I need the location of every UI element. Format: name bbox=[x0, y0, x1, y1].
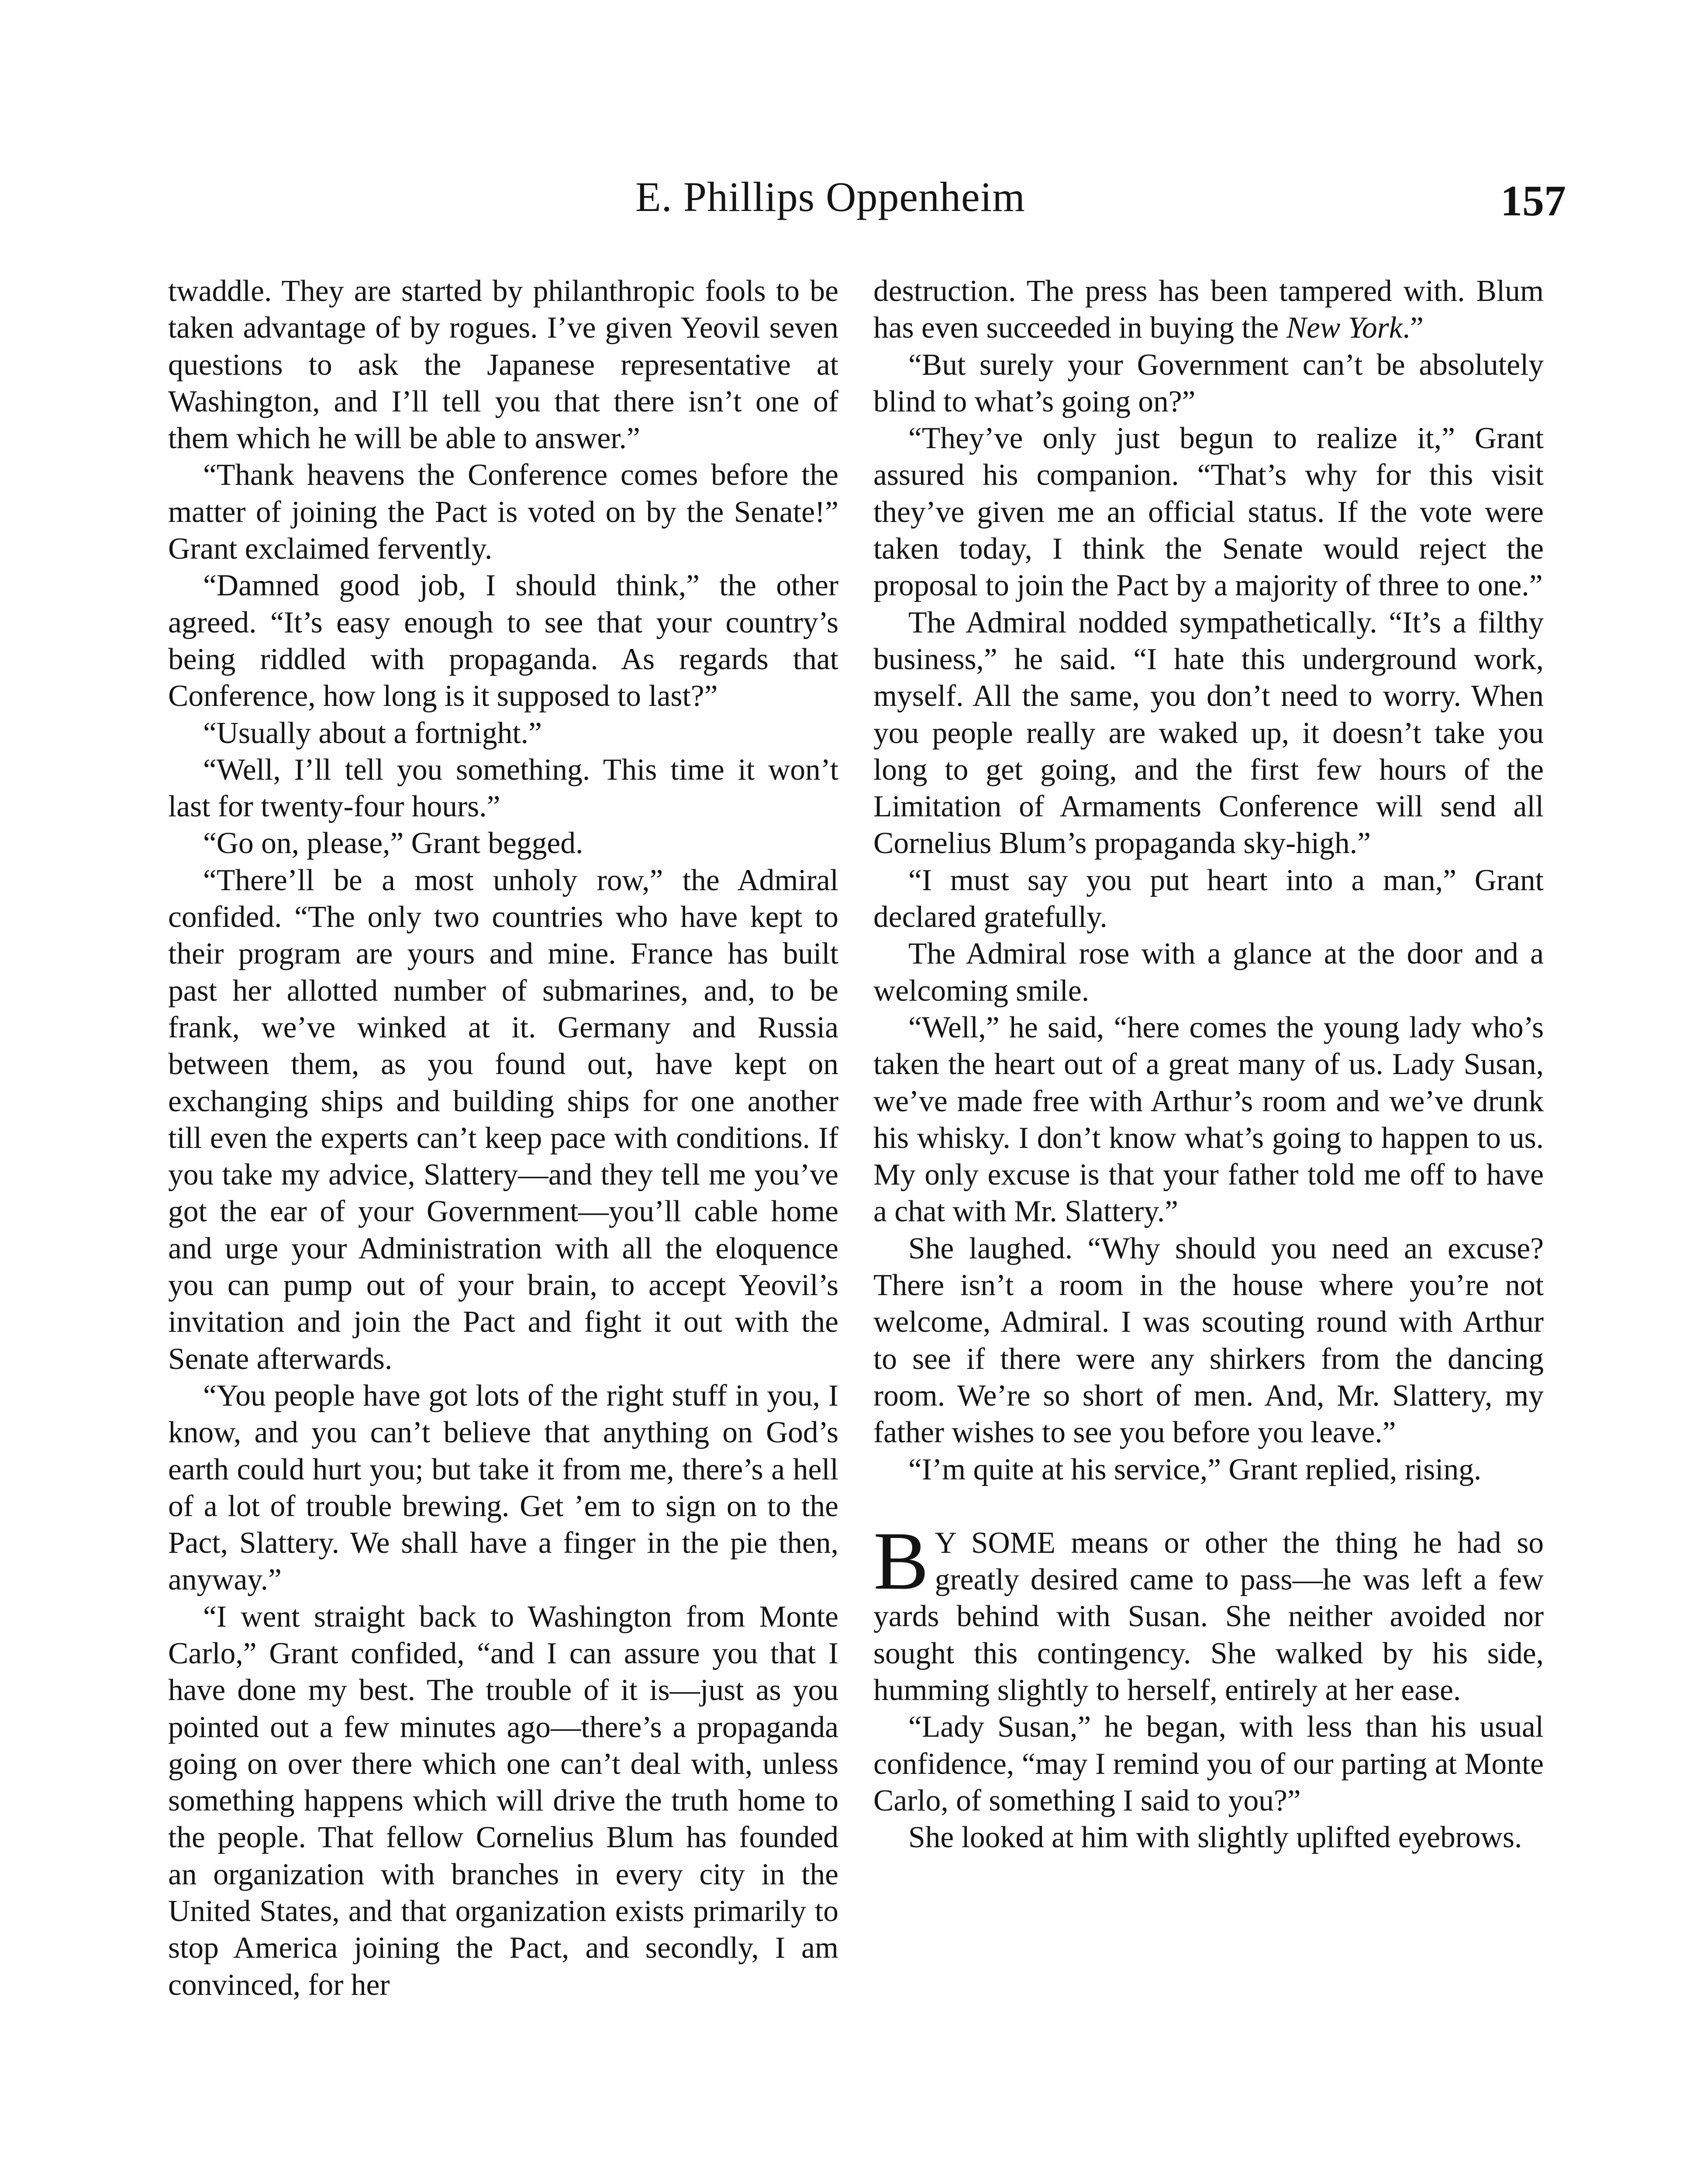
page-number: 157 bbox=[1500, 176, 1566, 225]
paragraph-text: destruction. The press has been tampered with. Blum has even succeeded in buying the bbox=[873, 274, 1544, 345]
paragraph: She laughed. “Why should you need an excuse? There isn’t a room in the house where you’re not welcome, Admiral. I was scouting round with Arthur to see if there were any shirkers from the dancing room. We’re so short of men. And, Mr. Slattery, my father wishes to see you before you leave.” bbox=[873, 1231, 1544, 1450]
paragraph-continued bbox=[873, 273, 1544, 347]
section-break bbox=[873, 1488, 1544, 1525]
paragraph-text: means or other the thing he had so greatly desired came to pass—he was left a few yards behind with Susan. She neither avoided nor sought this contingency. She walked by his side, humming slightly to herself, entirely at her ease. bbox=[873, 1526, 1544, 1707]
paragraph: “Well, I’ll tell you something. This time it won’t last for twenty-four hours.” bbox=[168, 753, 838, 824]
paragraph: “Usually about a fortnight.” bbox=[203, 716, 542, 750]
left-column bbox=[168, 273, 838, 2004]
section-opening-paragraph bbox=[873, 1515, 1544, 1709]
paragraph: The Admiral nodded sympathetically. “It’s a filthy business,” he said. “I hate this underground work, myself. All the same, you don’t need to worry. When you people really are waked up, it doesn’t take you long to get going, and the first few hours of the Limitation of Armaments Conference will send all Cornelius Blum’s propaganda sky-high.” bbox=[873, 605, 1544, 860]
paragraph: twaddle. They are started by philanthropic fools to be taken advantage of by rogues. I’ve given Yeovil seven questions to ask the Japanese representative at Washington, and I’ll tell you that there isn’t one of them which he will be able to answer.” bbox=[168, 274, 838, 456]
paragraph: “But surely your Government can’t be absolutely blind to what’s going on?” bbox=[873, 348, 1544, 418]
paragraph: “I went straight back to Washington from Monte Carlo,” Grant confided, “and I can assure you that I have done my best. The trouble of it is—just as you pointed out a few minutes ago—there’s a propaganda going on over there which one can’t deal with, unless something happens which will drive the truth home to the people. That fellow Cornelius Blum has founded an organization with branches in every city in the United States, and that organization exists primarily to stop America joining the Pact, and secondly, I am convinced, for her bbox=[168, 1600, 838, 2002]
paragraph: “There’ll be a most unholy row,” the Admiral confided. “The only two countries who have kept to their program are yours and mine. France has built past her allotted number of submarines, and, to be frank, we’ve winked at it. Germany and Russia between them, as you found out, have kept on exchanging ships and building ships for one another till even the experts can’t keep pace with conditions. If you take my advice, Slattery—and they tell me you’ve got the ear of your Government—you’ll cable home and urge your Administration with all the eloquence you can pump out of your brain, to accept Yeovil’s invitation and join the Pact and fight it out with the Senate afterwards. bbox=[168, 863, 838, 1376]
paragraph: “You people have got lots of the right stuff in you, I know, and you can’t believe that anything on God’s earth could hurt you; but take it from me, there’s a hell of a lot of trouble brewing. Get ’em to sign on to the Pact, Slattery. We shall have a finger in the pie then, anyway.” bbox=[168, 1379, 838, 1597]
drop-cap: B bbox=[873, 1515, 929, 1607]
paragraph: The Admiral rose with a glance at the door and a welcoming smile. bbox=[873, 937, 1544, 1008]
running-head-author: E. Phillips Oppenheim bbox=[635, 173, 1025, 220]
paragraph: “Go on, please,” Grant begged. bbox=[203, 826, 583, 860]
small-caps-lead: Y SOME bbox=[935, 1526, 1055, 1560]
paragraph: “Well,” he said, “here comes the young lady who’s taken the heart out of a great many of us. Lady Susan, we’ve made free with Arthur’s room and we’ve drunk his whisky. I don’t know what’s going to happen to us. My only excuse is that your father told me off to have a chat with Mr. Slattery.” bbox=[873, 1010, 1544, 1229]
right-column bbox=[873, 273, 1544, 1856]
paragraph: She looked at him with slightly uplifted eyebrows. bbox=[908, 1821, 1522, 1855]
paragraph: “They’ve only just begun to realize it,” Grant assured his companion. “That’s why for this visit they’ve given me an official status. If the vote were taken today, I think the Senate would reject the proposal to join the Pact by a majority of three to one.” bbox=[873, 422, 1544, 603]
paragraph: “I’m quite at his service,” Grant replied, rising. bbox=[908, 1452, 1482, 1486]
paragraph: “Thank heavens the Conference comes before the matter of joining the Pact is voted on by the Senate!” Grant exclaimed fervently. bbox=[168, 458, 838, 566]
paragraph: “I must say you put heart into a man,” Grant declared gratefully. bbox=[873, 863, 1544, 934]
paragraph-text: .” bbox=[1402, 311, 1424, 345]
paragraph: “Lady Susan,” he began, with less than his usual confidence, “may I remind you of our parting at Monte Carlo, of something I said to you?” bbox=[873, 1710, 1544, 1818]
newspaper-title: New York bbox=[1286, 311, 1403, 345]
paragraph: “Damned good job, I should think,” the other agreed. “It’s easy enough to see that your country’s being riddled with propaganda. As regards that Conference, how long is it supposed to last?” bbox=[168, 569, 838, 713]
